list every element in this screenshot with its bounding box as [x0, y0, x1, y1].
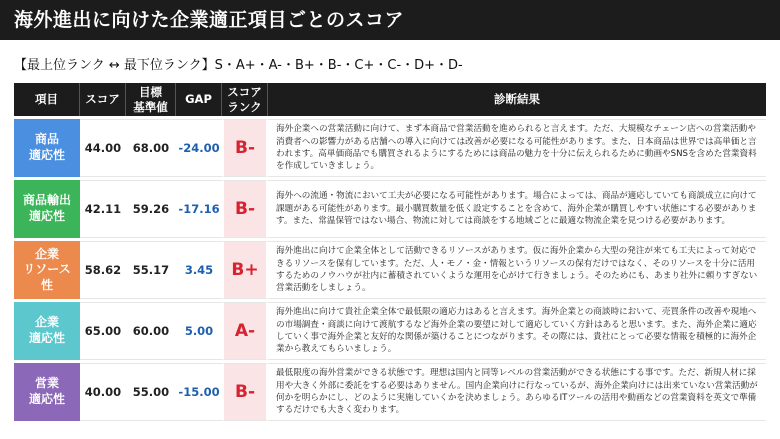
table-row: [14, 302, 766, 360]
gap-cell: 5.00: [176, 302, 222, 360]
score-cell: 65.00: [80, 302, 126, 360]
diagnosis-cell: 海外企業への営業活動に向けて、まず本商品で営業活動を進められると言えます。ただ、大規模なチェーン店への営業活動や消費者への影響力がある店舗への導入に向けては改善が必要になる可能性があります。また、日本商品は世界では高単価と言われます。高単価商品でも購買されるようにするためには商品の魅力を十分に伝えられるために動画やSNSを含めた営業資料を作成していきましょう。: [268, 119, 766, 177]
header-rank: スコア ランク: [222, 83, 268, 116]
score-cell: 58.62: [80, 241, 126, 299]
header-item: 項目: [14, 83, 80, 116]
category-cell: 商品輸出 適応性: [14, 180, 80, 238]
category-cell: 商品 適応性: [14, 119, 80, 177]
diagnosis-cell: 最低限度の海外営業ができる状態です。理想は国内と同等レベルの営業活動ができる状態にする事です。ただ、新規人材に採用や大きく外部に委託をする必要はありません。国内企業向けに行なっているが、海外企業向けには出来ていない営業活動が何かを明らかにし、どのように実施していくかを決めましょう。あらゆるITツールの活用や動画などの営業資料を英文で準備するだけでも大きく変わります。: [268, 363, 766, 421]
gap-cell: -17.16: [176, 180, 222, 238]
diagnosis-cell: 海外進出に向けて企業全体として活動できるリソースがあります。仮に海外企業から大型の発注が来ても工夫によって対応できるリソースを保有しています。ただ、人・モノ・金・情報というリソースの保有だけではなく、そのリソースを十分に活用するためのノウハウが社内に蓄積されていくような運用を心がけて行きましょう。そのためにも、あまり社外に頼りすぎない営業活動をしましょう。: [268, 241, 766, 299]
gap-cell: -24.00: [176, 119, 222, 177]
category-cell: 企業 適応性: [14, 302, 80, 360]
table-row: [14, 363, 766, 421]
header-diagnosis: 診断結果: [268, 83, 766, 116]
table-header-row: [14, 83, 766, 116]
score-cell: 42.11: [80, 180, 126, 238]
rank-cell: B-: [222, 363, 268, 421]
category-cell: 営業 適応性: [14, 363, 80, 421]
header-gap: GAP: [176, 83, 222, 116]
gap-cell: 3.45: [176, 241, 222, 299]
score-cell: 44.00: [80, 119, 126, 177]
diagnosis-cell: 海外進出に向けて貴社企業全体で最低限の適応力はあると言えます。海外企業との商談時において、売買条件の改善や現地への市場調査・商談に向けて渡航するなど海外企業の要望に対して適応していく方針はあると思います。また、海外企業に適応していく事で海外企業と友好的な関係が築けることにつながります。その際には、貴社にとって必要な情報を積極的に海外企業から教えてもらいましょう。: [268, 302, 766, 360]
target-cell: 55.17: [126, 241, 176, 299]
table-row: [14, 119, 766, 177]
target-cell: 59.26: [126, 180, 176, 238]
category-cell: 企業 リソース 性: [14, 241, 80, 299]
target-cell: 60.00: [126, 302, 176, 360]
rank-cell: A-: [222, 302, 268, 360]
header-score: スコア: [80, 83, 126, 116]
target-cell: 68.00: [126, 119, 176, 177]
score-cell: 40.00: [80, 363, 126, 421]
rank-cell: B-: [222, 180, 268, 238]
page-title: 海外進出に向けた企業適正項目ごとのスコア: [0, 0, 780, 40]
header-target: 目標 基準値: [126, 83, 176, 116]
table-row: [14, 241, 766, 299]
gap-cell: -15.00: [176, 363, 222, 421]
table-row: [14, 180, 766, 238]
rank-legend: 【最上位ランク ↔ 最下位ランク】S・A+・A-・B+・B-・C+・C-・D+・D-: [14, 58, 463, 73]
score-table: [14, 80, 766, 424]
target-cell: 55.00: [126, 363, 176, 421]
rank-cell: B+: [222, 241, 268, 299]
diagnosis-cell: 海外への流通・物流において工夫が必要になる可能性があります。場合によっては、商品が適応していても商談成立に向けて課題がある可能性があります。最小購買数量を低く設定することを含めて、海外企業が購買しやすい状態にする必要があります。また、常温保管ではない場合、物流に対しては商談をする地域ごとに最適な物流企業を見つける必要があります。: [268, 180, 766, 238]
rank-cell: B-: [222, 119, 268, 177]
